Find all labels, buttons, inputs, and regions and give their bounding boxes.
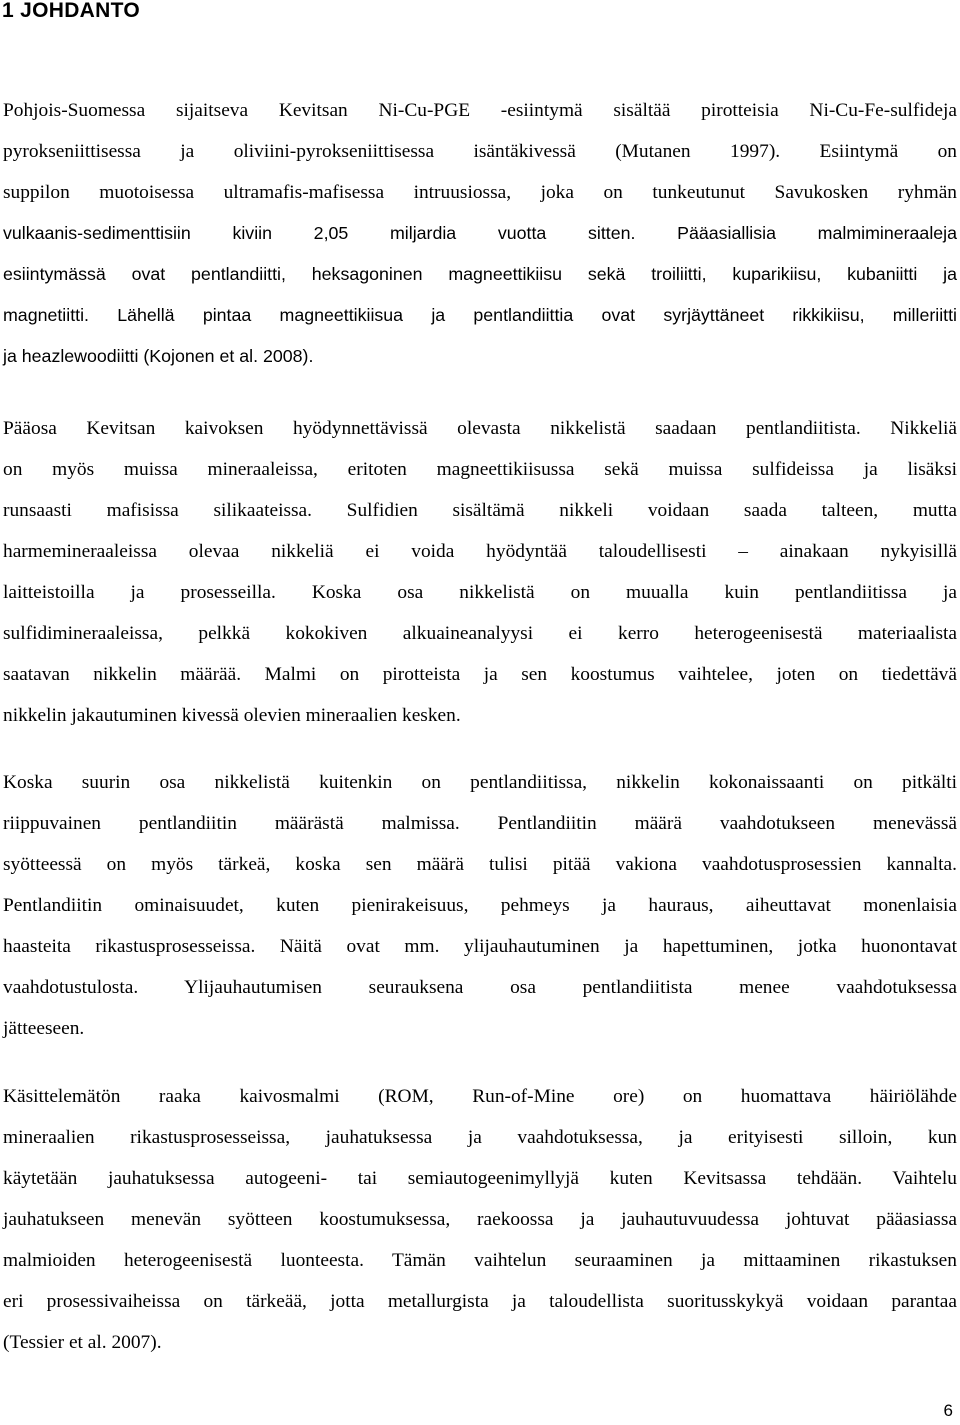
section-heading: 1 JOHDANTO xyxy=(2,0,140,22)
page-number: 6 xyxy=(943,1401,953,1420)
paragraph-line: Pentlandiitin ominaisuudet, kuten pienirakeisuus, pehmeys ja hauraus, aiheuttavat monenlaisia xyxy=(3,895,957,916)
paragraph-3 xyxy=(3,762,957,1049)
paragraph-line: runsaasti mafisissa silikaateissa. Sulfidien sisältämä nikkeli voidaan saada talteen, mutta xyxy=(3,500,957,521)
paragraph-line: suppilon muotoisessa ultramafis-mafisessa intruusiossa, joka on tunkeutunut Savukosken ryhmän xyxy=(3,182,957,203)
paragraph-line: haasteita rikastusprosesseissa. Näitä ovat mm. ylijauhautuminen ja hapettuminen, jotka huonontavat xyxy=(3,936,957,957)
paragraph-line: Koska suurin osa nikkelistä kuitenkin on pentlandiitissa, nikkelin kokonaissaanti on pitkälti xyxy=(3,772,957,793)
paragraph-line: laitteistoilla ja prosesseilla. Koska osa nikkelistä on muualla kuin pentlandiitissa ja xyxy=(3,582,957,603)
paragraph-1 xyxy=(3,90,957,377)
paragraph-line: eri prosessivaiheissa on tärkeää, jotta metallurgista ja taloudellista suoritusskykyä voidaan parantaa xyxy=(3,1291,957,1312)
paragraph-line: Pääosa Kevitsan kaivoksen hyödynnettävissä olevasta nikkelistä saadaan pentlandiitista. Nikkeliä xyxy=(3,418,957,439)
paragraph-line: jauhatukseen menevän syötteen koostumuksessa, raekoossa ja jauhautuvuudessa johtuvat pääasiassa xyxy=(3,1209,957,1230)
paragraph-line: Käsittelemätön raaka kaivosmalmi (ROM, Run-of-Mine ore) on huomattava häiriölähde xyxy=(3,1086,957,1107)
paragraph-line: vulkaanis-sedimenttisiin kiviin 2,05 miljardia vuotta sitten. Pääasiallisia malmimineraaleja xyxy=(3,223,957,243)
paragraph-line: saatavan nikkelin määrää. Malmi on pirotteista ja sen koostumus vaihtelee, joten on tiedettävä xyxy=(3,664,957,685)
paragraph-line: jätteeseen. xyxy=(3,1018,85,1039)
paragraph-line: riippuvainen pentlandiitin määrästä malmissa. Pentlandiitin määrä vaahdotukseen menevässä xyxy=(3,813,957,834)
paragraph-2 xyxy=(3,408,957,736)
paragraph-line: pyrokseniittisessa ja oliviini-pyrokseniittisessa isäntäkivessä (Mutanen 1997). Esiintymä on xyxy=(3,141,957,162)
paragraph-4 xyxy=(3,1076,957,1363)
paragraph-line: harmemineraaleissa olevaa nikkeliä ei voida hyödyntää taloudellisesti – ainakaan nykyisillä xyxy=(3,541,957,562)
paragraph-line: ja heazlewoodiitti (Kojonen et al. 2008). xyxy=(3,346,314,366)
paragraph-line: on myös muissa mineraaleissa, eritoten magneettikiisussa sekä muissa sulfideissa ja lisäksi xyxy=(3,459,957,480)
paragraph-line: Pohjois-Suomessa sijaitseva Kevitsan Ni-Cu-PGE -esiintymä sisältää pirotteisia Ni-Cu-Fe-sulfideja xyxy=(3,100,957,121)
paragraph-line: esiintymässä ovat pentlandiitti, heksagoninen magneettikiisu sekä troiliitti, kuparikiisu, kubaniitti ja xyxy=(3,264,957,284)
paragraph-line: mineraalien rikastusprosesseissa, jauhatuksessa ja vaahdotuksessa, ja erityisesti silloin, kun xyxy=(3,1127,957,1148)
paragraph-line: nikkelin jakautuminen kivessä olevien mineraalien kesken. xyxy=(3,705,461,726)
paragraph-line: vaahdotustulosta. Ylijauhautumisen seurauksena osa pentlandiitista menee vaahdotuksessa xyxy=(3,977,957,998)
paragraph-line: malmioiden heterogeenisestä luonteesta. Tämän vaihtelun seuraaminen ja mittaaminen rikastuksen xyxy=(3,1250,957,1271)
paragraph-line: sulfidimineraaleissa, pelkkä kokokiven alkuaineanalyysi ei kerro heterogeenisestä materiaalista xyxy=(3,623,957,644)
paragraph-line: syötteessä on myös tärkeä, koska sen määrä tulisi pitää vakiona vaahdotusprosessien kannalta. xyxy=(3,854,957,875)
paragraph-line: magnetiitti. Lähellä pintaa magneettikiisua ja pentlandiittia ovat syrjäyttäneet rikkikiisu, milleriitti xyxy=(3,305,957,325)
paragraph-line: (Tessier et al. 2007). xyxy=(3,1332,162,1353)
paragraph-line: käytetään jauhatuksessa autogeeni- tai semiautogeenimyllyjä kuten Kevitsassa tehdään. Vaihtelu xyxy=(3,1168,957,1189)
